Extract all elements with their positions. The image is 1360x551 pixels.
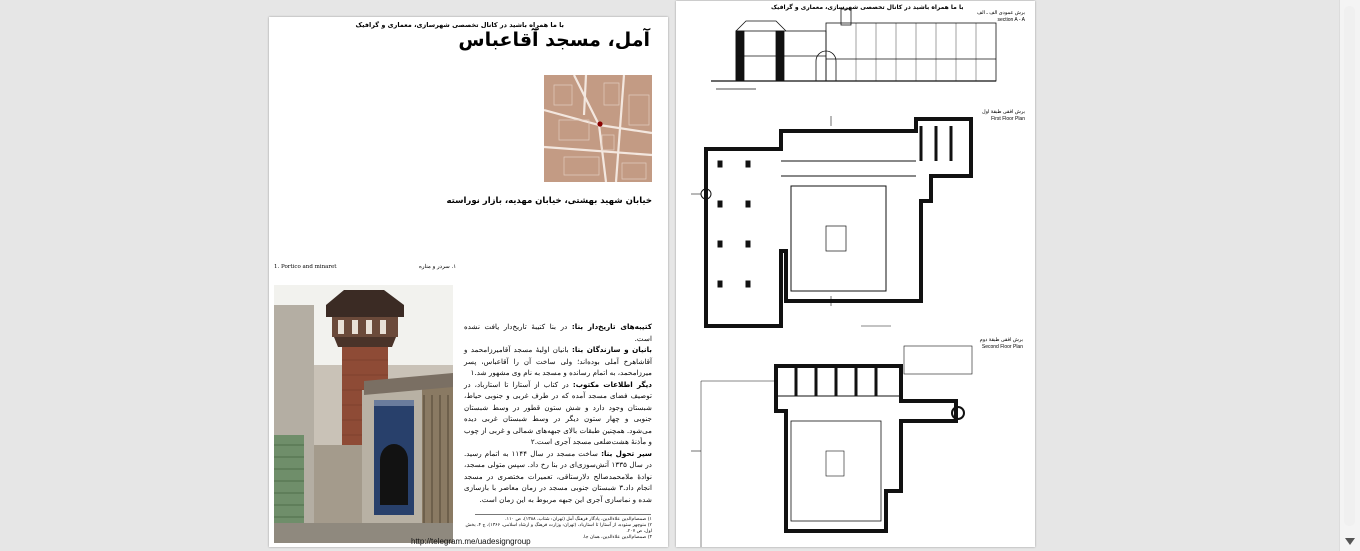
watermark-link[interactable]: http://telegram.me/uadesigngroup: [411, 537, 531, 546]
paragraph-inscriptions: [464, 321, 652, 344]
location-map: [544, 75, 652, 182]
second-floor-label-fa: برش افقی طبقهٔ دوم: [979, 337, 1023, 343]
paragraph-written-info: [464, 379, 652, 448]
map-image: [544, 75, 652, 182]
first-floor-label-en: First Floor Plan: [991, 116, 1025, 122]
paragraph-label: بانیان و سازندگان بنا:: [571, 345, 652, 354]
paragraph-text: بانیان اولیهٔ مسجد آقامیرزامحمد و آقاشاهرخ آملی بوده‌اند؛ ولی ساخت آن را آقاعباس، پسر میرزامحمد، به اتمام رسانده و مسجد به نام وی مشهور شد.۱: [464, 345, 652, 377]
header-caption: با ما همراه باشید در کانال تخصصی شهرسازی، معماری و گرافیک: [771, 4, 964, 11]
address: خیابان شهید بهشتی، خیابان مهدیه، بازار نوراسته: [446, 196, 652, 206]
first-floor-label: [982, 109, 1025, 123]
footnote: ۳) صمصام‌الدین علاءالدین، همان جا.: [582, 535, 652, 540]
paragraph-text: ساخت مسجد در سال ۱۱۴۴ به اتمام رسید. در سال ۱۳۳۵ آتش‌سوزی‌ای در بنا رخ داد. سپس متولی مسجد، نوادهٔ ملامحمدصالح دلارستاقی، تعمیرات مختصری در مسجد انجام داد.۳ شبستان جنوبی مسجد در زمان معاصر با بازسازی شده و نماسازی آجری این جبهه مربوط به این زمان است.: [464, 448, 652, 504]
paragraph-founders: [464, 344, 652, 379]
paragraph-label: کتیبه‌های تاریخ‌دار بنا:: [571, 322, 652, 331]
body-text: [464, 321, 652, 505]
header-caption: با ما همراه باشید در کانال تخصصی شهرسازی، معماری و گرافیک: [355, 21, 564, 29]
section-drawing: [711, 9, 996, 89]
paragraph-label: دیگر اطلاعات مکتوب:: [572, 379, 652, 389]
second-floor-label: [980, 337, 1023, 351]
page-right: [676, 1, 1035, 547]
second-floor-plan: [691, 346, 972, 547]
vertical-scrollbar[interactable]: [1339, 0, 1360, 551]
page-title: آمل، مسجد آقاعباس: [458, 29, 650, 51]
photo-caption-en: 1. Portico and minaret: [274, 264, 337, 270]
section-label-fa: برش عمودی الف ـ الف: [976, 10, 1025, 16]
paragraph-label: سیر تحول بنا:: [601, 448, 652, 458]
scroll-down-arrow-icon[interactable]: [1345, 538, 1355, 545]
paragraph-text: در کتاب از آستارا تا استارباد، در توصیف فضای مسجد آمده که در طرف غربی و جنوبی حیاط، شبستان وجود دارد و شش ستون قطور در وسط شبستان جنوبی و چهار ستون دیگر در وسط شبستان غربی دیده می‌شود. همچنین طبقات بالای جبهه‌های شمالی و غربی از چوب و مأذنهٔ هشت‌ضلعی مسجد آجری است.۲: [464, 379, 652, 446]
footnote: ۱) صمصام‌الدین علاءالدین، یادگار فرهنگ آمل (تهران: شتاب، ۱۳۸۸)، ص ۱۱۰.: [505, 517, 652, 522]
second-floor-label-en: Second Floor Plan: [981, 344, 1023, 350]
first-floor-plan: [691, 116, 971, 326]
section-label-en: section A - A: [997, 17, 1025, 23]
minaret-photo: [274, 285, 453, 543]
page-left: [269, 17, 668, 547]
scrollbar-thumb[interactable]: [1344, 6, 1355, 526]
paragraph-evolution: [464, 448, 652, 506]
footnote: ۲) منوچهر ستوده، از آستارا تا استارباد، (تهران: وزارت فرهنگ و ارشاد اسلامی، ۱۳۶۶)، ج ۴، بخش اول، ص ۲۰۷.: [465, 523, 652, 534]
architectural-drawings: [676, 1, 1035, 547]
first-floor-label-fa: برش افقی طبقهٔ اول: [981, 109, 1025, 115]
photo-caption-fa: ۱. سردر و مناره: [419, 264, 457, 270]
footnote-divider: [475, 514, 651, 515]
paragraph-text: در بنا کتیبهٔ تاریخ‌دار یافت نشده است.: [464, 322, 652, 343]
